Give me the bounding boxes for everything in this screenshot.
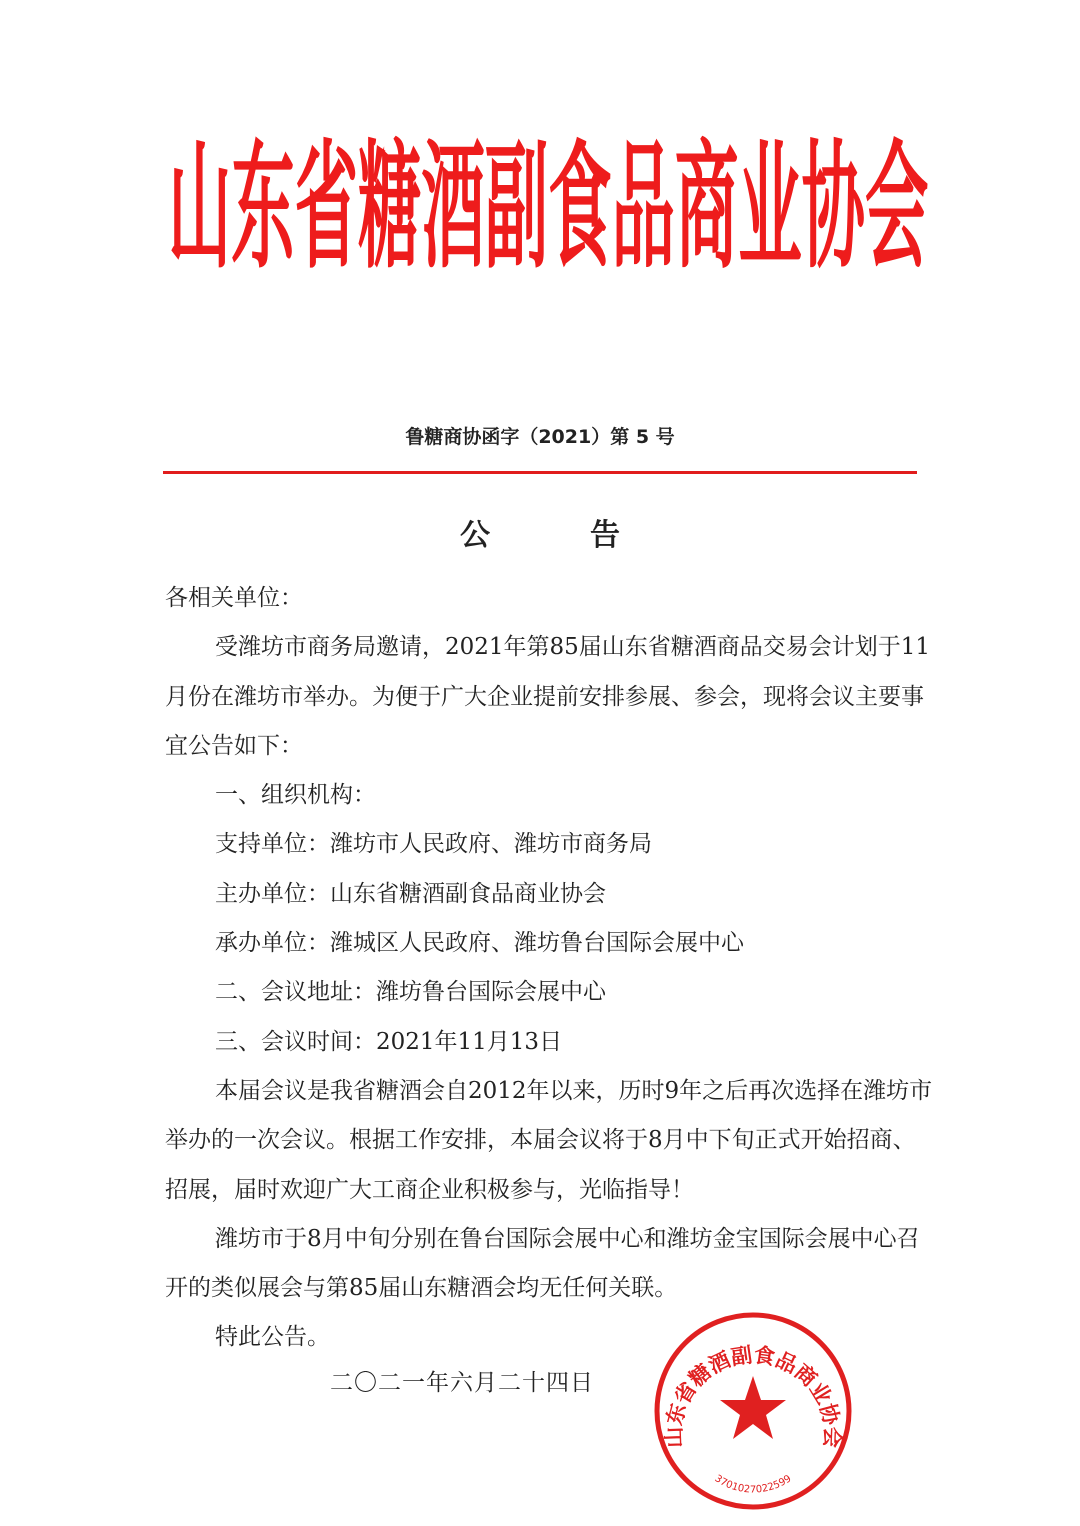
seal-name: 山东省糖酒副食品商业协会 [660, 1341, 846, 1449]
document-body [165, 574, 935, 1363]
paragraph: 二、会议地址：潍坊鲁台国际会展中心 [215, 979, 606, 1006]
salutation: 各相关单位： [165, 585, 303, 611]
paragraph: 特此公告。 [215, 1324, 330, 1351]
masthead [168, 128, 929, 288]
star-icon [720, 1376, 786, 1439]
paragraph: 一、组织机构： [215, 782, 376, 809]
seal-code: 3701027022599 [712, 1473, 794, 1496]
masthead-title: 山东省糖酒副食品商业协会 [168, 128, 929, 288]
paragraph: 承办单位：潍城区人民政府、潍坊鲁台国际会展中心 [215, 930, 744, 957]
paragraph: 支持单位：潍坊市人民政府、潍坊市商务局 [215, 831, 652, 858]
official-seal [650, 1308, 856, 1514]
notice-title: 公告 [460, 518, 720, 553]
paragraph: 潍坊市于8月中旬分别在鲁台国际会展中心和潍坊金宝国际会展中心召开的类似展会与第85届山东糖酒会均无任何关联。 [165, 1225, 920, 1302]
paragraph: 三、会议时间：2021年11月13日 [215, 1028, 563, 1055]
issue-date: 二〇二一年六月二十四日 [330, 1370, 594, 1396]
document-number: 鲁糖商协函字（2021）第 5 号 [405, 426, 675, 448]
paragraph: 受潍坊市商务局邀请，2021年第85届山东省糖酒商品交易会计划于11月份在潍坊市举办。为便于广大企业提前安排参展、参会，现将会议主要事宜公告如下： [165, 634, 931, 759]
red-divider [163, 471, 917, 474]
paragraph: 本届会议是我省糖酒会自2012年以来，历时9年之后再次选择在潍坊市举办的一次会议。根据工作安排，本届会议将于8月中下旬正式开始招商、招展，届时欢迎广大工商企业积极参与，光临指导！ [165, 1077, 933, 1203]
paragraph: 主办单位：山东省糖酒副食品商业协会 [215, 880, 606, 907]
